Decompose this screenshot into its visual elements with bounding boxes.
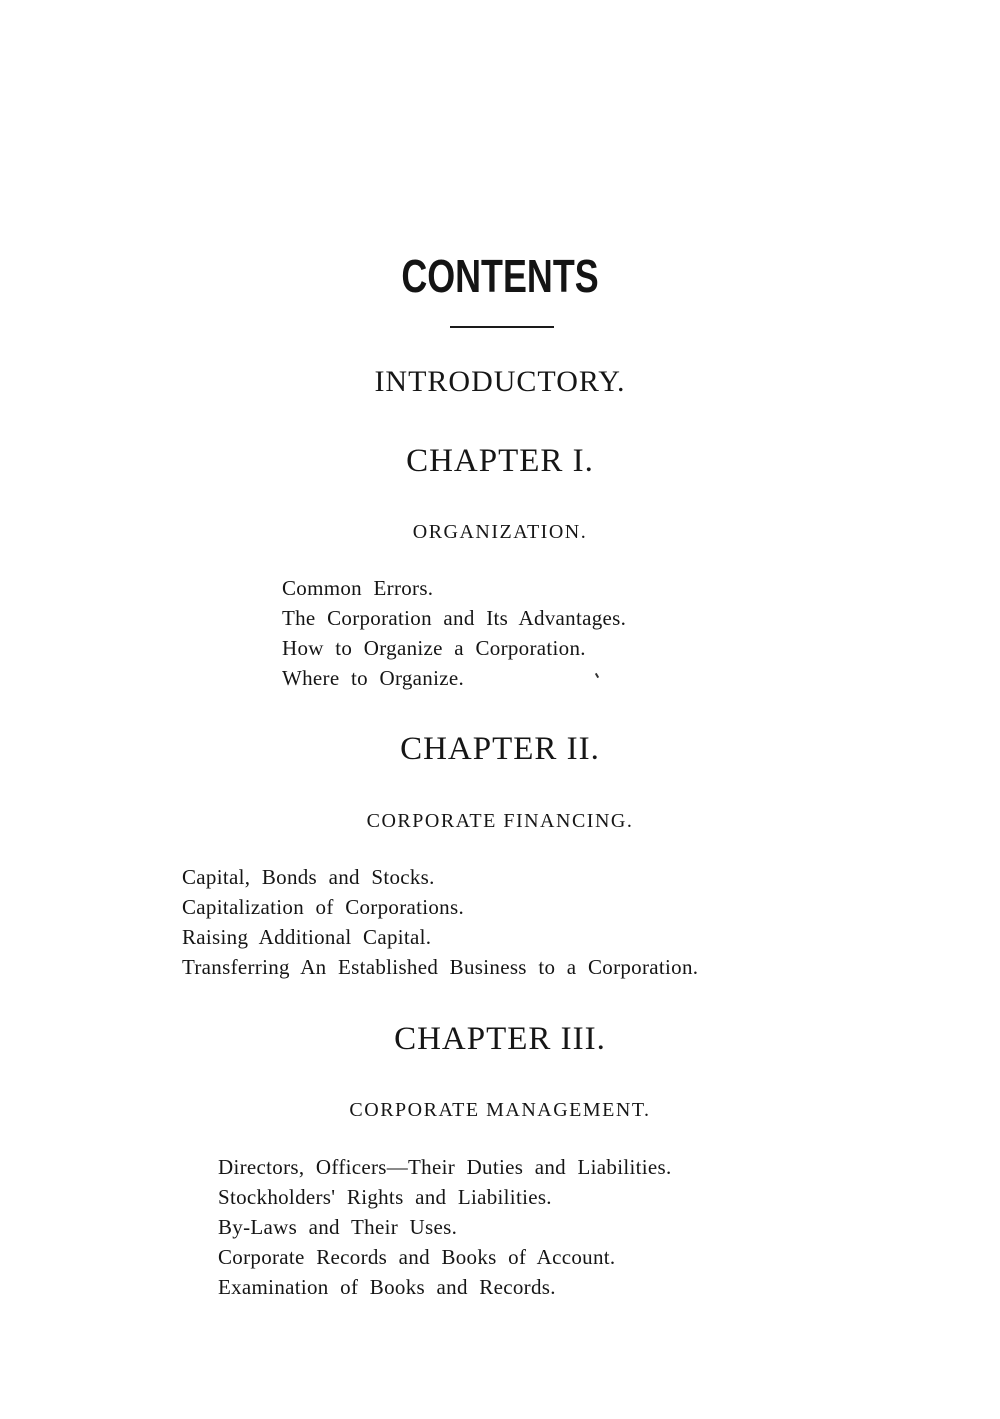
chapter-2-topic: Raising Additional Capital. (182, 925, 432, 949)
chapter-1-heading: CHAPTER I. (406, 443, 594, 479)
chapter-1-topic: Where to Organize. (282, 666, 465, 690)
chapter-1-topic: The Corporation and Its Advantages. (282, 606, 627, 630)
chapter-1-topic: Common Errors. (282, 576, 434, 600)
chapter-3-topic: Stockholders' Rights and Liabilities. (218, 1185, 552, 1209)
chapter-3-heading: CHAPTER III. (394, 1021, 606, 1057)
chapter-1-subtitle: ORGANIZATION. (412, 521, 588, 543)
chapter-2-topics (182, 862, 698, 982)
page-title: CONTENTS (401, 250, 599, 302)
chapter-1-topic: How to Organize a Corporation. (282, 636, 586, 660)
title-divider (450, 326, 554, 328)
chapter-3-topic: Directors, Officers—Their Duties and Liabilities. (218, 1155, 672, 1179)
chapter-3-topics (218, 1152, 672, 1302)
chapter-3-topic: Corporate Records and Books of Account. (218, 1245, 616, 1269)
chapter-3-topic: Examination of Books and Records. (218, 1275, 556, 1299)
chapter-3-topic: By-Laws and Their Uses. (218, 1215, 458, 1239)
chapter-2-topic: Capitalization of Corporations. (182, 895, 464, 919)
chapter-2-subtitle: CORPORATE FINANCING. (366, 810, 634, 832)
chapter-2-topic: Transferring An Established Business to a Corporation. (182, 955, 699, 979)
chapter-1-topics (282, 573, 626, 693)
chapter-3-subtitle: CORPORATE MANAGEMENT. (349, 1099, 651, 1121)
chapter-2-heading: CHAPTER II. (400, 731, 600, 767)
chapter-2-topic: Capital, Bonds and Stocks. (182, 865, 435, 889)
introductory-heading: INTRODUCTORY. (374, 365, 626, 398)
